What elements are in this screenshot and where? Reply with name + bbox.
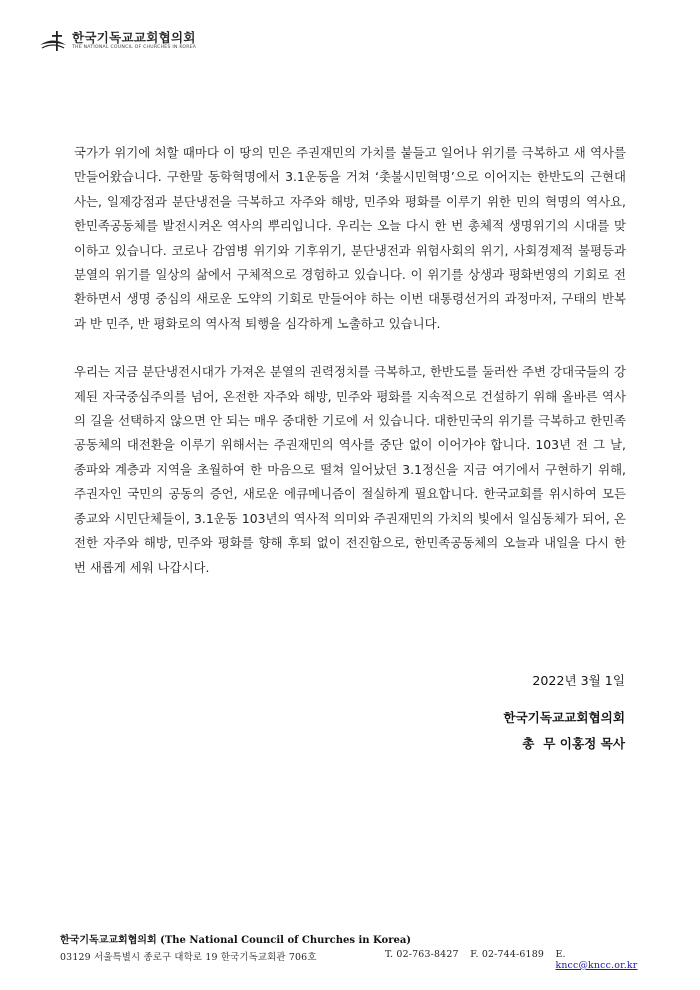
- footer: [60, 931, 650, 971]
- paragraph-1: 국가가 위기에 처할 때마다 이 땅의 민은 주권재민의 가치를 붙들고 일어나 위기를 극복하고 새 역사를 만들어왔습니다. 구한말 동학혁명에서 3.1운동을 거쳐 ‘촛불시민혁명’으로 이어지는 한반도의 근현대사는, 일제강점과 분단냉전을 극복하고 자주와 해방, 민주와 평화를 이루기 위한 민의 혁명의 역사요, 한민족공동체를 발전시켜온 역사의 뿌리입니다. 우리는 오늘 다시 한 번 총체적 생명위기의 시대를 맞이하고 있습니다. 코로나 감염병 위기와 기후위기, 분단냉전과 위험사회의 위기, 사회경제적 불평등과 분열의 위기를 일상의 삶에서 구체적으로 경험하고 있습니다. 이 위기를 상생과 평화번영의 기회로 전환하면서 생명 중심의 새로운 도약의 기회로 만들어야 하는 이번 대통령선거의 과정마저, 구태의 반복과 반 민주, 반 평화로의 역사적 퇴행을 심각하게 노출하고 있습니다.: [74, 145, 626, 331]
- footer-address: 03129 서울특별시 종로구 대학로 19 한국기독교회관 706호: [60, 952, 317, 963]
- footer-email-label: E.: [555, 949, 566, 960]
- ship-cross-logo-icon: [38, 30, 68, 52]
- letterhead-org-name-english: THE NATIONAL COUNCIL OF CHURCHES IN KOREA: [72, 45, 197, 50]
- email-link[interactable]: kncc@kncc.or.kr: [555, 960, 638, 971]
- letterhead-org-name: 한국기독교교회협의회: [72, 30, 196, 45]
- footer-title: 한국기독교교회협의회 (The National Council of Churches in Korea): [60, 935, 412, 946]
- signer-name: 총 무 이홍정 목사: [522, 736, 625, 751]
- letterhead: [38, 30, 196, 52]
- footer-email: [555, 949, 650, 971]
- signing-organization: 한국기독교교회협의회: [503, 710, 625, 725]
- footer-phone: T. 02-763-8427: [385, 949, 459, 960]
- footer-contact: [60, 949, 650, 971]
- paragraph-2: 우리는 지금 분단냉전시대가 가져온 분열의 권력정치를 극복하고, 한반도를 둘러싼 주변 강대국들의 강제된 자국중심주의를 넘어, 온전한 자주와 해방, 민주와 평화를 지속적으로 건설하기 위해 올바른 역사의 길을 선택하지 않으면 안 되는 매우 중대한 기로에 서 있습니다. 대한민국의 위기를 극복하고 한민족공동체의 대전환을 이루기 위해서는 주권재민의 역사를 중단 없이 이어가야 합니다. 103년 전 그 날, 종파와 계층과 지역을 초월하여 한 마음으로 떨쳐 일어났던 3.1정신을 지금 여기에서 구현하기 위해, 주권자인 국민의 공동의 증언, 새로운 에큐메니즘이 절실하게 필요합니다. 한국교회를 위시하여 모든 종교와 시민단체들이, 3.1운동 103년의 역사적 의미와 주권재민의 가치의 빛에서 일심동체가 되어, 온전한 자주와 해방, 민주와 평화를 향해 후퇴 없이 전진함으로, 한민족공동체의 오늘과 내일을 다시 한 번 새롭게 세워 나갑시다.: [74, 364, 626, 575]
- footer-fax: F. 02-744-6189: [470, 949, 545, 960]
- statement-body: [74, 141, 626, 580]
- statement-date: 2022년 3월 1일: [532, 673, 625, 688]
